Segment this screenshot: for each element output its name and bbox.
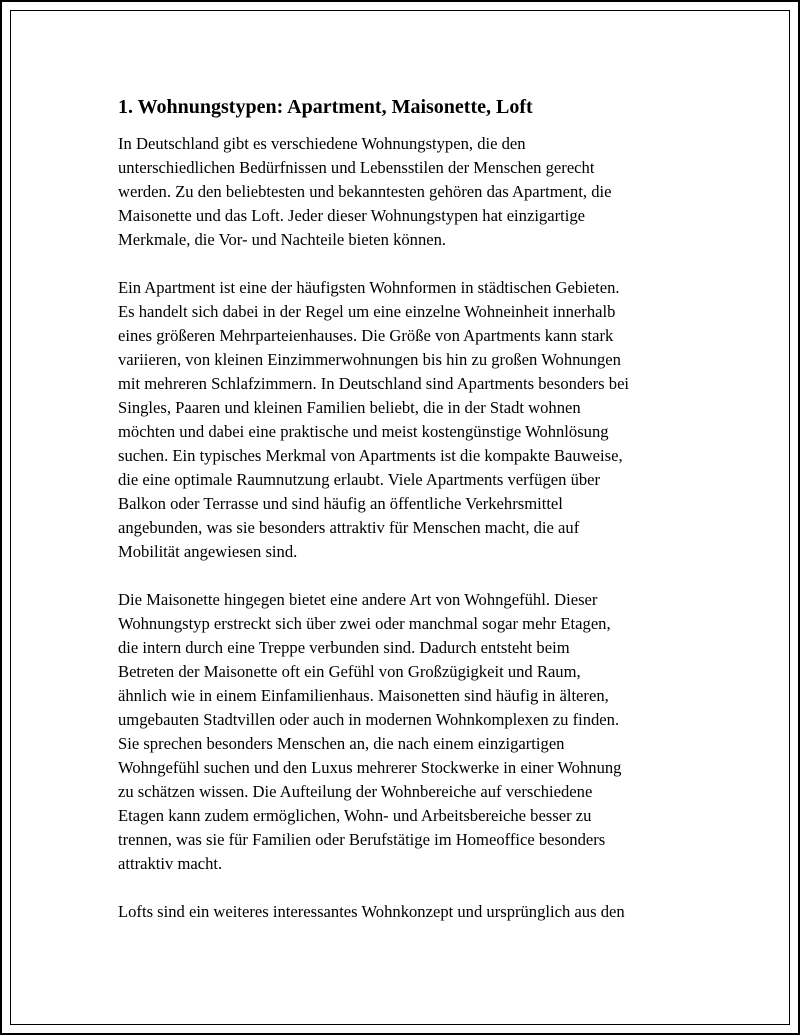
paragraph-line: umgebauten Stadtvillen oder auch in modernen Wohnkomplexen zu finden. [118, 710, 620, 729]
document-body [118, 94, 688, 948]
section-heading: 1. Wohnungstypen: Apartment, Maisonette, Loft [118, 96, 533, 118]
paragraph-line: Lofts sind ein weiteres interessantes Wohnkonzept und ursprünglich aus den [118, 902, 625, 921]
paragraph-line: Sie sprechen besonders Menschen an, die nach einem einzigartigen [118, 734, 565, 753]
paragraph-3 [118, 588, 688, 876]
paragraph-line: trennen, was sie für Familien oder Berufstätige im Homeoffice besonders [118, 830, 606, 849]
paragraph-line: Wohngefühl suchen und den Luxus mehrerer Stockwerke in einer Wohnung [118, 758, 622, 777]
paragraph-line: Balkon oder Terrasse und sind häufig an öffentliche Verkehrsmittel [118, 494, 563, 513]
paragraph-4 [118, 900, 688, 924]
paragraph-line: möchten und dabei eine praktische und meist kostengünstige Wohnlösung [118, 422, 609, 441]
paragraph-1 [118, 132, 688, 252]
paragraph-line: Singles, Paaren und kleinen Familien beliebt, die in der Stadt wohnen [118, 398, 581, 417]
paragraph-line: Mobilität angewiesen sind. [118, 542, 298, 561]
paragraph-line: Maisonette und das Loft. Jeder dieser Wohnungstypen hat einzigartige [118, 206, 586, 225]
paragraph-line: Betreten der Maisonette oft ein Gefühl von Großzügigkeit und Raum, [118, 662, 581, 681]
paragraph-line: werden. Zu den beliebtesten und bekanntesten gehören das Apartment, die [118, 182, 612, 201]
paragraph-line: zu schätzen wissen. Die Aufteilung der Wohnbereiche auf verschiedene [118, 782, 593, 801]
paragraph-line: suchen. Ein typisches Merkmal von Apartments ist die kompakte Bauweise, [118, 446, 623, 465]
paragraph-line: Die Maisonette hingegen bietet eine andere Art von Wohngefühl. Dieser [118, 590, 598, 609]
paragraph-line: variieren, von kleinen Einzimmerwohnungen bis hin zu großen Wohnungen [118, 350, 621, 369]
paragraph-line: Wohnungstyp erstreckt sich über zwei oder manchmal sogar mehr Etagen, [118, 614, 611, 633]
paragraph-line: ähnlich wie in einem Einfamilienhaus. Maisonetten sind häufig in älteren, [118, 686, 609, 705]
paragraph-line: angebunden, was sie besonders attraktiv für Menschen macht, die auf [118, 518, 580, 537]
paragraph-line: eines größeren Mehrparteienhauses. Die Größe von Apartments kann stark [118, 326, 614, 345]
paragraph-line: mit mehreren Schlafzimmern. In Deutschland sind Apartments besonders bei [118, 374, 630, 393]
paragraph-line: In Deutschland gibt es verschiedene Wohnungstypen, die den [118, 134, 526, 153]
paragraph-line: die intern durch eine Treppe verbunden sind. Dadurch entsteht beim [118, 638, 570, 657]
paragraph-list [118, 132, 688, 924]
paragraph-line: Ein Apartment ist eine der häufigsten Wohnformen in städtischen Gebieten. [118, 278, 620, 297]
paragraph-line: Etagen kann zudem ermöglichen, Wohn- und Arbeitsbereiche besser zu [118, 806, 592, 825]
paragraph-line: Merkmale, die Vor- und Nachteile bieten können. [118, 230, 447, 249]
paragraph-2 [118, 276, 688, 564]
paragraph-line: unterschiedlichen Bedürfnissen und Lebensstilen der Menschen gerecht [118, 158, 595, 177]
paragraph-line: Es handelt sich dabei in der Regel um eine einzelne Wohneinheit innerhalb [118, 302, 616, 321]
paragraph-line: die eine optimale Raumnutzung erlaubt. Viele Apartments verfügen über [118, 470, 601, 489]
paragraph-line: attraktiv macht. [118, 854, 223, 873]
